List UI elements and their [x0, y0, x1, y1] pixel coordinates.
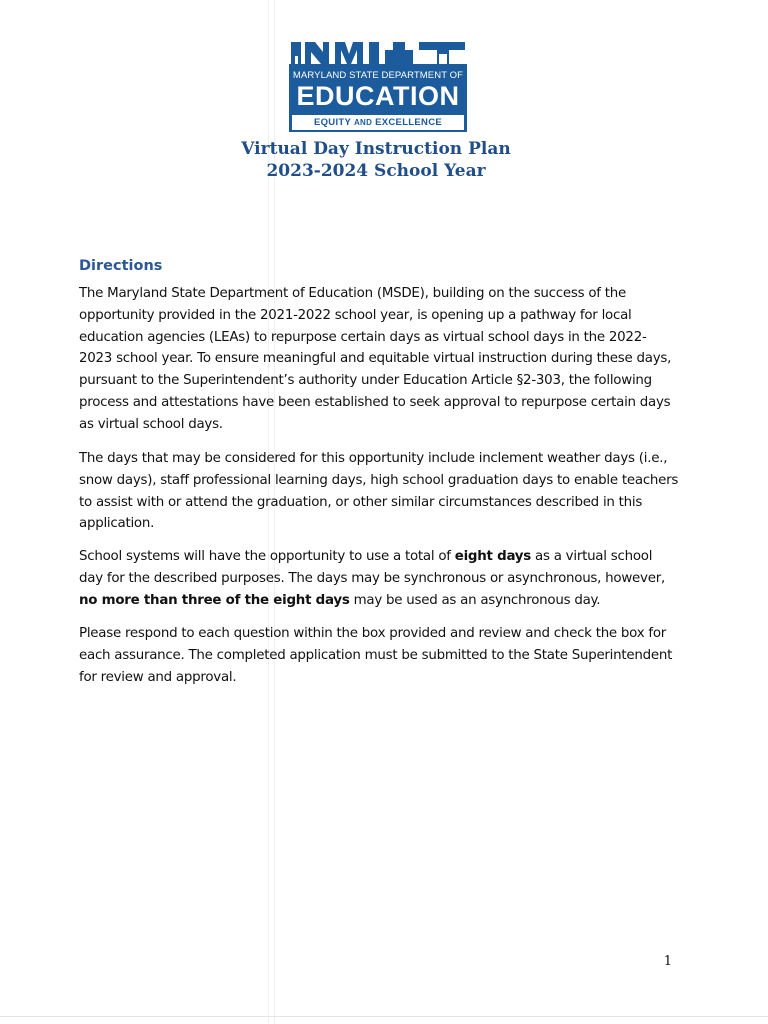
directions-paragraph-3 [79, 546, 679, 611]
logo-education-text: EDUCATION [296, 81, 460, 111]
logo-box [289, 64, 467, 132]
page-number: 1 [663, 954, 672, 969]
msde-logo [289, 40, 467, 132]
document-title [0, 138, 752, 182]
paragraph-3-text: as a virtual school day for the described purposes. The days may be synchronous or asynchronous, however, [79, 549, 665, 586]
page-edge [0, 1016, 768, 1017]
title-line-1: Virtual Day Instruction Plan [241, 139, 511, 159]
logo-tagline [292, 115, 464, 130]
title-line-2: 2023-2024 School Year [266, 161, 486, 181]
directions-heading: Directions [79, 258, 163, 274]
directions-paragraph-2: The days that may be considered for this opportunity include inclement weather days (i.e., snow days), staff professional learning days, high school graduation days to enable teachers to assist with or attend the graduation, or other similar circumstances described in this application. [79, 451, 679, 532]
logo-tagline-equity: EQUITY [313, 117, 351, 128]
directions-paragraph-1: The Maryland State Department of Education (MSDE), building on the success of the opportunity provided in the 2021-2022 school year, is opening up a pathway for local education agencies (LEAs) to repurpose certain days as virtual school days in the 2022-2023 school year. To ensure meaningful and equitable virtual instruction during these days, pursuant to the Superintendent’s authority under Education Article §2-303, the following process and attestations have been established to seek approval to repurpose certain days as virtual school days. [79, 286, 672, 432]
logo-skyline-icon [289, 40, 467, 64]
directions-paragraph-4: Please respond to each question within the box provided and review and check the box for each assurance. The completed application must be submitted to the State Superintendent for review and approval. [79, 626, 673, 685]
paragraph-3-text: may be used as an asynchronous day. [349, 592, 601, 608]
logo-tagline-and: AND [353, 118, 373, 127]
paragraph-3-bold-eight-days: eight days [454, 549, 532, 564]
logo-department-text: MARYLAND STATE DEPARTMENT OF [292, 70, 464, 81]
logo-tagline-excellence: EXCELLENCE [375, 117, 442, 128]
paragraph-3-bold-limit: no more than three of the eight days [79, 592, 350, 608]
paragraph-3-text: School systems will have the opportunity to use a total of [79, 549, 455, 564]
